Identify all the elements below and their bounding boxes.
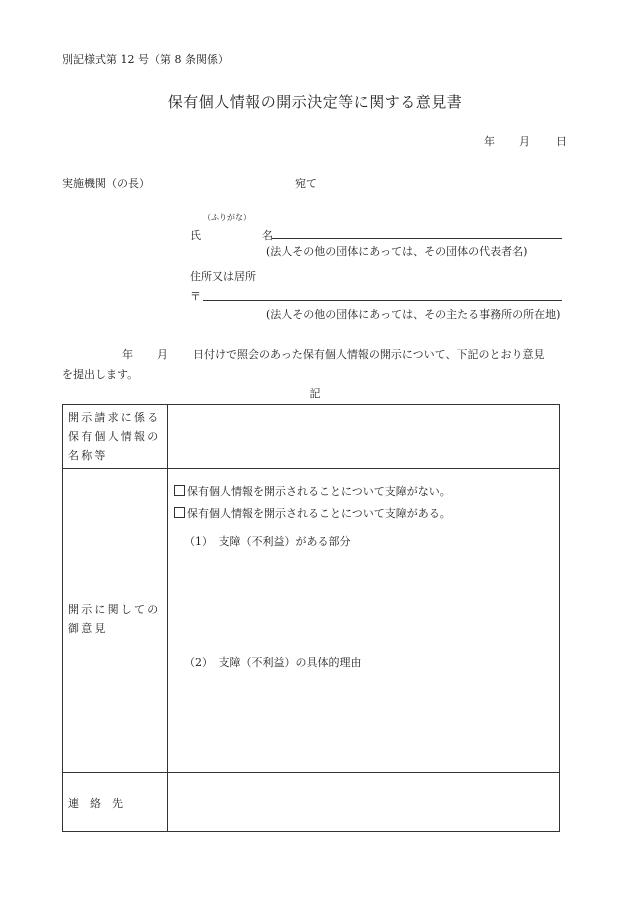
- request-text-line1: 日付けで照会のあった保有個人情報の開示について、下記のとおり意見: [193, 348, 545, 361]
- objection-part-field[interactable]: [184, 551, 554, 651]
- option-label: 保有個人情報を開示されることについて支障がない。: [187, 485, 451, 498]
- row-label-line: 保有個人情報の: [68, 430, 161, 443]
- page-title: 保有個人情報の開示決定等に関する意見書: [167, 93, 463, 111]
- row-label-info-name: [68, 408, 160, 465]
- name-note: (法人その他の団体にあっては、その団体の代表者名): [266, 245, 528, 258]
- form-id: 別記様式第 12 号（第 8 条関係）: [62, 53, 229, 66]
- ki-heading: 記: [309, 387, 321, 400]
- addressee-label: 実施機関（の長）: [62, 177, 150, 190]
- address-field[interactable]: [203, 300, 562, 301]
- row-label-opinion: [68, 600, 160, 638]
- request-month-label: 月: [157, 348, 168, 361]
- objection-reason-field[interactable]: [184, 672, 554, 767]
- furigana-label: （ふりがな）: [203, 213, 251, 222]
- row-label-line: 御意見: [68, 622, 108, 635]
- option-label: 保有個人情報を開示されることについて支障がある。: [187, 507, 451, 520]
- date-month-label: 月: [519, 135, 530, 148]
- table-row-divider: [63, 468, 559, 469]
- addressee-suffix: 宛て: [295, 177, 317, 190]
- address-note: (法人その他の団体にあっては、その主たる事務所の所在地): [266, 308, 561, 321]
- name-label-part2: 名: [262, 229, 273, 242]
- opinion-table: [62, 404, 560, 832]
- row-label-line: 開示請求に係る: [68, 411, 161, 424]
- postal-mark: 〒: [190, 290, 201, 303]
- request-text-line2: を提出します。: [62, 368, 139, 381]
- objection-part-heading: （1） 支障（不利益）がある部分: [184, 535, 351, 548]
- row-label-line: 名称等: [68, 449, 108, 462]
- date-day-label: 日: [556, 135, 567, 148]
- checkbox-no-objection[interactable]: [174, 485, 185, 496]
- date-year-label: 年: [484, 135, 495, 148]
- address-label: 住所又は居所: [190, 270, 256, 283]
- row-label-contact: 連 絡 先: [68, 797, 123, 810]
- name-field[interactable]: [272, 238, 562, 239]
- row-label-line: 開示に関しての: [68, 603, 161, 616]
- contact-field[interactable]: [168, 773, 559, 831]
- option-no-objection[interactable]: [174, 483, 451, 499]
- option-objection[interactable]: [174, 505, 451, 521]
- checkbox-objection[interactable]: [174, 507, 185, 518]
- request-year-label: 年: [122, 348, 133, 361]
- name-label-part1: 氏: [190, 229, 201, 242]
- objection-reason-heading: （2） 支障（不利益）の具体的理由: [184, 656, 362, 669]
- info-name-field[interactable]: [168, 405, 559, 468]
